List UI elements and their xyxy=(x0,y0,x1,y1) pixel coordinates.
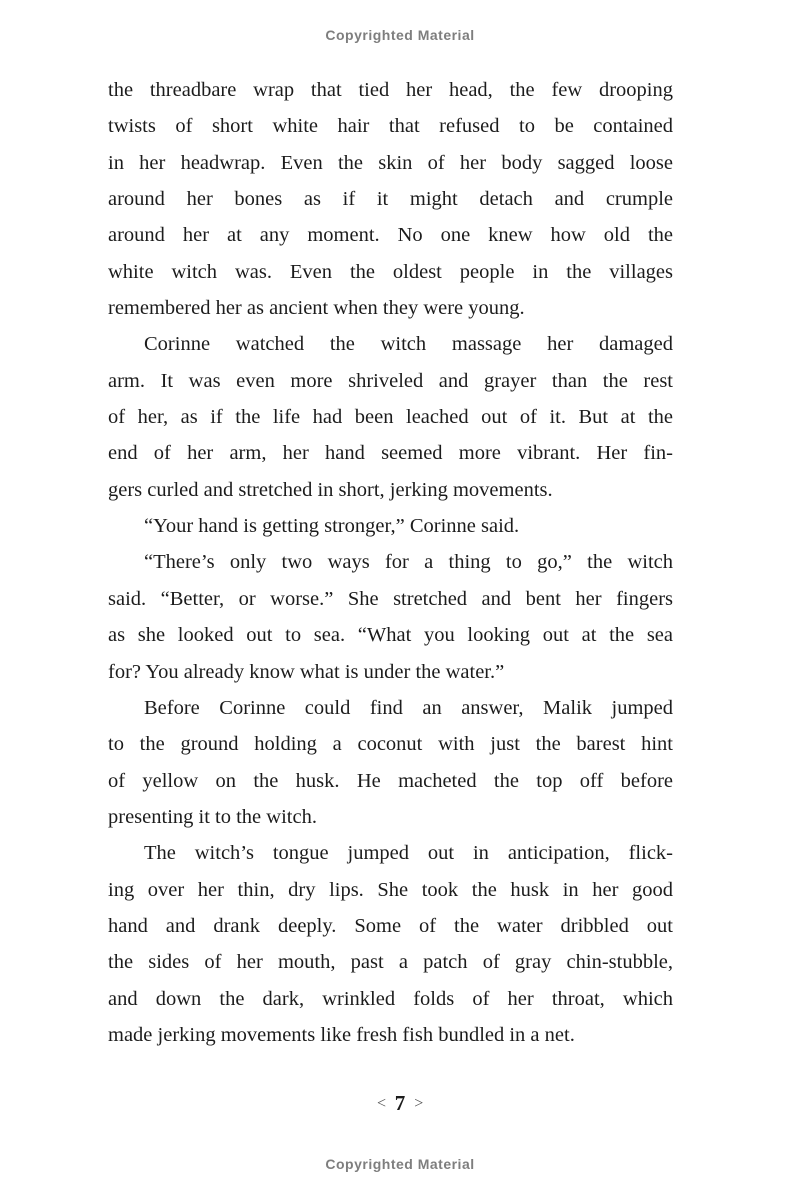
text-line: of yellow on the husk. He macheted the top off before xyxy=(108,769,673,792)
text-line: around her bones as if it might detach and crumple xyxy=(108,188,673,211)
text-line: for? You already know what is under the water.” xyxy=(108,660,505,683)
page-number xyxy=(0,1091,800,1116)
text-line: of her, as if the life had been leached out of it. But at the xyxy=(108,406,673,429)
text-line: the threadbare wrap that tied her head, the few drooping xyxy=(108,79,673,101)
text-line: “There’s only two ways for a thing to go,” the witch xyxy=(144,551,673,574)
text-line: ing over her thin, dry lips. She took the husk in her good xyxy=(108,878,673,901)
text-line: made jerking movements like fresh fish bundled in a net. xyxy=(108,1023,575,1046)
text-line: and down the dark, wrinkled folds of her throat, which xyxy=(108,987,673,1010)
left-angle-ornament: < xyxy=(375,1095,387,1112)
right-angle-ornament: > xyxy=(413,1095,425,1112)
text-line: Corinne watched the witch massage her damaged xyxy=(144,333,673,356)
text-line: “Your hand is getting stronger,” Corinne said. xyxy=(144,515,520,538)
copyright-footer: Copyrighted Material xyxy=(325,1156,475,1172)
text-line: arm. It was even more shriveled and grayer than the rest xyxy=(108,369,673,392)
text-line: in her headwrap. Even the skin of her body sagged loose xyxy=(108,151,673,174)
text-line: to the ground holding a coconut with just the barest hint xyxy=(108,733,673,756)
text-line: twists of short white hair that refused to be contained xyxy=(108,115,673,138)
text-line: white witch was. Even the oldest people in the villages xyxy=(108,260,673,283)
text-line: remembered her as ancient when they were young. xyxy=(108,297,525,320)
text-line: Before Corinne could find an answer, Malik jumped xyxy=(144,696,673,719)
text-line: hand and drank deeply. Some of the water dribbled out xyxy=(108,914,673,937)
page-number-value: 7 xyxy=(394,1091,406,1115)
text-line: as she looked out to sea. “What you looking out at the sea xyxy=(108,624,673,647)
text-line: gers curled and stretched in short, jerking movements. xyxy=(108,478,553,501)
text-line: The witch’s tongue jumped out in anticipation, flick- xyxy=(144,842,673,865)
copyright-header: Copyrighted Material xyxy=(325,27,475,43)
text-line: the sides of her mouth, past a patch of gray chin-stubble, xyxy=(108,951,673,974)
text-line: around her at any moment. No one knew how old the xyxy=(108,224,673,247)
text-line: presenting it to the witch. xyxy=(108,805,317,828)
body-text xyxy=(108,72,673,1053)
text-line: end of her arm, her hand seemed more vibrant. Her fin- xyxy=(108,442,673,465)
text-line: said. “Better, or worse.” She stretched and bent her fingers xyxy=(108,587,673,610)
